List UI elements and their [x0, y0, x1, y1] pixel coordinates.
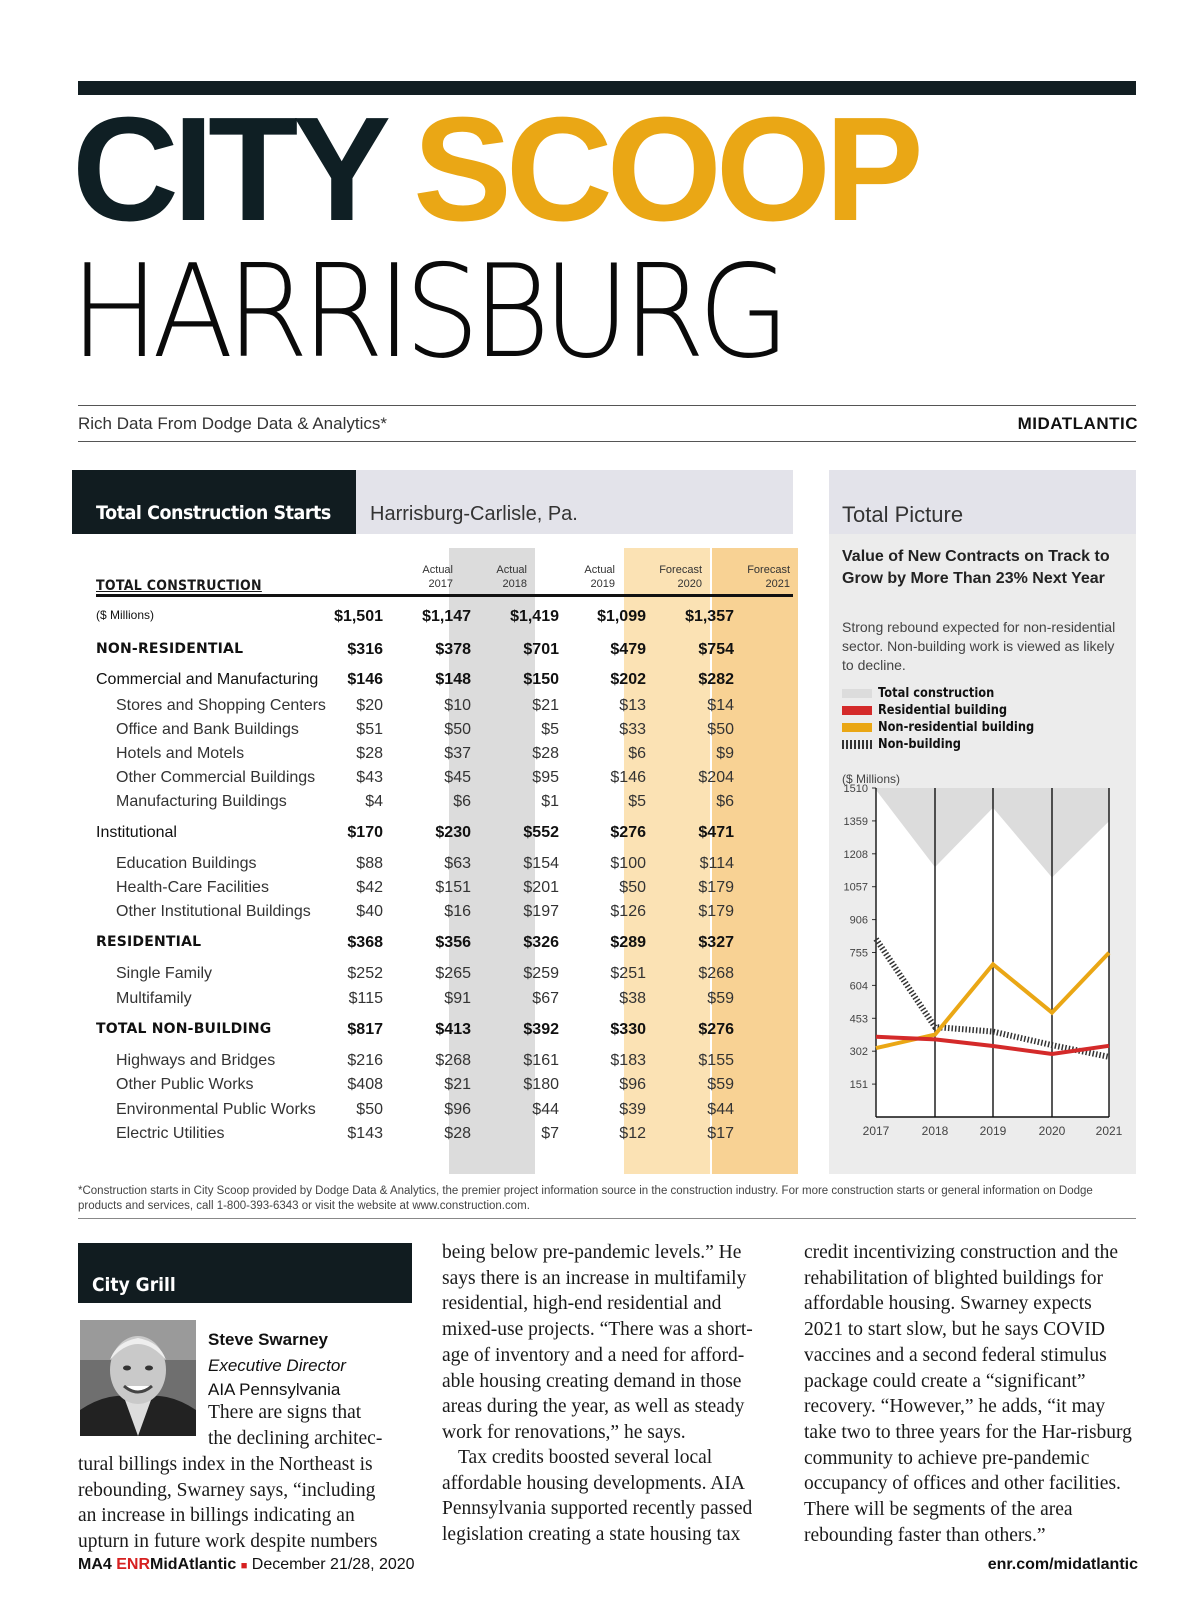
- article-lead-1: There are signs that: [208, 1402, 362, 1423]
- cell-value: $50: [444, 721, 471, 738]
- cell-value: $251: [610, 965, 646, 982]
- panel-headline: Value of New Contracts on Track to Grow by More Than 23% Next Year: [842, 548, 1110, 587]
- masthead-scoop: SCOOP: [413, 87, 918, 252]
- cell-value: $96: [444, 1101, 471, 1118]
- table-row: [96, 855, 793, 877]
- cell-value: $44: [707, 1101, 734, 1118]
- cell-value: $552: [523, 824, 559, 841]
- table-row: [96, 641, 793, 663]
- cell-value: $170: [347, 824, 383, 841]
- table-row: [96, 671, 793, 693]
- table-row: [96, 990, 793, 1012]
- table-row: [96, 608, 793, 630]
- row-label: Other Public Works: [116, 1076, 254, 1093]
- table-row: [96, 721, 793, 743]
- cell-value: $378: [435, 641, 471, 658]
- row-label: Environmental Public Works: [116, 1101, 316, 1118]
- page-number: MA4: [78, 1556, 112, 1573]
- cell-value: $179: [698, 903, 734, 920]
- divider: [78, 1218, 1136, 1219]
- cell-value: $20: [356, 697, 383, 714]
- cell-value: $7: [541, 1125, 559, 1142]
- cell-value: $154: [523, 855, 559, 872]
- cell-value: $6: [628, 745, 646, 762]
- cell-value: $259: [523, 965, 559, 982]
- cell-value: $40: [356, 903, 383, 920]
- cell-value: $282: [698, 671, 734, 688]
- divider: [78, 405, 1136, 406]
- separator-square: ■: [240, 1560, 248, 1572]
- legend-item: [842, 737, 972, 754]
- table-row: [96, 1125, 793, 1147]
- city-grill-title: City Grill: [92, 1274, 176, 1296]
- column-header-type: Actual: [422, 564, 453, 576]
- cell-value: $413: [435, 1021, 471, 1038]
- cell-value: $150: [523, 671, 559, 688]
- column-header: [712, 563, 790, 591]
- chart-units: ($ Millions): [842, 772, 901, 786]
- row-label: Other Commercial Buildings: [116, 769, 316, 786]
- row-label: ($ Millions): [96, 608, 155, 622]
- row-label: Hotels and Motels: [116, 745, 245, 762]
- table-row: [96, 745, 793, 767]
- cell-value: $146: [347, 671, 383, 688]
- cell-value: $12: [619, 1125, 646, 1142]
- cell-value: $59: [707, 990, 734, 1007]
- cell-value: $197: [523, 903, 559, 920]
- masthead-place: HARRISBURG: [70, 238, 783, 387]
- column-header-type: Actual: [496, 564, 527, 576]
- article-col3: credit incentivizing construction and the rehabilitation of blighted buildings for affordable housing. Swarney expects 2021 to start slow, but he says COVID vaccines and a second federal stimulus package could create a “significant” recovery. “However,” he adds, “it may take two to three years for the Har-risburg community to achieve pre-pandemic occupancy of offices and other facilities. There will be segments of the area rebounding faster than others.”: [804, 1242, 1132, 1546]
- column-header-year: 2018: [502, 578, 527, 590]
- cell-value: $50: [619, 879, 646, 896]
- cell-value: $44: [532, 1101, 559, 1118]
- table-location: Harrisburg-Carlisle, Pa.: [370, 503, 578, 525]
- table-row: [96, 965, 793, 987]
- y-tick-label: 302: [849, 1046, 868, 1059]
- row-label: Other Institutional Buildings: [116, 903, 311, 920]
- cell-value: $183: [610, 1052, 646, 1069]
- cell-value: $42: [356, 879, 383, 896]
- cell-value: $5: [628, 793, 646, 810]
- cell-value: $50: [707, 721, 734, 738]
- brand-enr: ENR: [116, 1556, 151, 1573]
- y-tick-label: 1359: [843, 815, 868, 828]
- cell-value: $4: [365, 793, 383, 810]
- line-chart: [829, 780, 1136, 1174]
- cell-value: $316: [347, 641, 383, 658]
- cell-value: $356: [435, 934, 471, 951]
- y-tick-label: 1057: [843, 881, 868, 894]
- cell-value: $5: [541, 721, 559, 738]
- total-construction-label: TOTAL CONSTRUCTION: [96, 578, 262, 594]
- footnote: *Construction starts in City Scoop provided by Dodge Data & Analytics, the premier project information source in the construction industry. For more construction starts or general information on Dodge products and services, call 1-800-393-6343 or visit the website at www.construction.com.: [78, 1185, 1093, 1212]
- row-label: Multifamily: [116, 990, 192, 1007]
- row-label: Education Buildings: [116, 855, 257, 872]
- column-header-type: Actual: [584, 564, 615, 576]
- legend-swatch: [842, 740, 872, 749]
- y-tick-label: 604: [849, 980, 868, 993]
- column-header-type: Forecast: [747, 564, 790, 576]
- row-label: Single Family: [116, 965, 213, 982]
- cell-value: $1,501: [334, 608, 383, 625]
- table-title: Total Construction Starts: [96, 502, 331, 524]
- cell-value: $180: [523, 1076, 559, 1093]
- cell-value: $701: [523, 641, 559, 658]
- row-label: Stores and Shopping Centers: [116, 697, 326, 714]
- table-row: [96, 1101, 793, 1123]
- cell-value: $146: [610, 769, 646, 786]
- cell-value: $115: [348, 990, 383, 1007]
- cell-value: $1: [541, 793, 559, 810]
- cell-value: $471: [698, 824, 734, 841]
- masthead-title: [72, 87, 918, 252]
- cell-value: $204: [698, 769, 734, 786]
- cell-value: $1,099: [597, 608, 646, 625]
- cell-value: $13: [619, 697, 646, 714]
- x-tick-label: 2019: [979, 1124, 1007, 1138]
- portrait-image: [80, 1320, 196, 1436]
- row-label: Office and Bank Buildings: [116, 721, 299, 738]
- divider: [78, 441, 1136, 442]
- cell-value: $38: [619, 990, 646, 1007]
- region-label: MIDATLANTIC: [1017, 414, 1138, 433]
- person-org: AIA Pennsylvania: [208, 1380, 341, 1399]
- y-tick-label: 1510: [843, 783, 868, 795]
- cell-value: $327: [698, 934, 734, 951]
- cell-value: $252: [347, 965, 383, 982]
- y-tick-label: 453: [849, 1013, 868, 1026]
- legend-label: Non-residential building: [878, 720, 1035, 735]
- cell-value: $21: [532, 697, 559, 714]
- cell-value: $143: [347, 1125, 383, 1142]
- subtitle: Rich Data From Dodge Data & Analytics*: [78, 414, 387, 433]
- column-header-year: 2021: [765, 578, 790, 590]
- cell-value: $265: [435, 965, 471, 982]
- column-header: [624, 563, 702, 591]
- masthead-city: CITY: [72, 87, 386, 252]
- cell-value: $202: [610, 671, 646, 688]
- cell-value: $1,147: [422, 608, 471, 625]
- row-label: RESIDENTIAL: [96, 934, 202, 950]
- cell-value: $479: [610, 641, 646, 658]
- cell-value: $6: [716, 793, 734, 810]
- row-label: Institutional: [96, 824, 177, 841]
- cell-value: $51: [356, 721, 383, 738]
- cell-value: $392: [523, 1021, 559, 1038]
- legend-item: [842, 703, 1025, 720]
- y-tick-label: 1208: [843, 848, 868, 861]
- cell-value: $276: [610, 824, 646, 841]
- table-rule: [96, 594, 793, 597]
- cell-value: $6: [453, 793, 471, 810]
- cell-value: $21: [444, 1076, 471, 1093]
- cell-value: $754: [698, 641, 734, 658]
- article-col1: tural billings index in the Northeast is rebounding, Swarney says, “including an increase in billings indicating an upturn in future work despite numbers: [78, 1454, 378, 1553]
- row-label: Highways and Bridges: [116, 1052, 276, 1069]
- cell-value: $17: [707, 1125, 734, 1142]
- table-row: [96, 824, 793, 846]
- legend-label: Non-building: [878, 737, 961, 752]
- row-label: Commercial and Manufacturing: [96, 671, 319, 688]
- legend-swatch: [842, 689, 872, 698]
- cell-value: $67: [532, 990, 559, 1007]
- column-header-year: 2019: [590, 578, 615, 590]
- table-row: [96, 879, 793, 901]
- legend-item: [842, 720, 1055, 737]
- cell-value: $289: [610, 934, 646, 951]
- legend-swatch: [842, 706, 872, 715]
- brand-suffix: MidAtlantic: [150, 1556, 237, 1573]
- cell-value: $28: [532, 745, 559, 762]
- cell-value: $88: [356, 855, 383, 872]
- cell-value: $161: [523, 1052, 559, 1069]
- cell-value: $37: [444, 745, 471, 762]
- table-row: [96, 903, 793, 925]
- article-col2-p2: Tax credits boosted several local affordable housing developments. AIA Pennsylvania supported recently passed legislation creating a state housing tax: [442, 1447, 753, 1546]
- person-role: Executive Director: [208, 1356, 346, 1375]
- cell-value: $59: [707, 1076, 734, 1093]
- column-header-year: 2020: [677, 578, 702, 590]
- cell-value: $230: [435, 824, 471, 841]
- column-header: [537, 563, 615, 591]
- column-header: [375, 563, 453, 591]
- cell-value: $28: [444, 1125, 471, 1142]
- table-row: [96, 769, 793, 791]
- cell-value: $155: [698, 1052, 734, 1069]
- y-tick-label: 906: [849, 914, 868, 927]
- cell-value: $216: [347, 1052, 383, 1069]
- row-label: Manufacturing Buildings: [116, 793, 287, 810]
- table-row: [96, 1076, 793, 1098]
- cell-value: $96: [619, 1076, 646, 1093]
- panel-title: Total Picture: [842, 502, 964, 527]
- cell-value: $326: [523, 934, 559, 951]
- cell-value: $10: [444, 697, 471, 714]
- table-row: [96, 934, 793, 956]
- cell-value: $43: [356, 769, 383, 786]
- cell-value: $817: [347, 1021, 383, 1038]
- cell-value: $28: [356, 745, 383, 762]
- x-tick-label: 2020: [1038, 1124, 1066, 1138]
- cell-value: $201: [523, 879, 559, 896]
- row-label: TOTAL NON-BUILDING: [96, 1021, 272, 1037]
- column-header-year: 2017: [428, 578, 453, 590]
- cell-value: $9: [716, 745, 734, 762]
- column-header-type: Forecast: [659, 564, 702, 576]
- cell-value: $151: [435, 879, 471, 896]
- cell-value: $95: [532, 769, 559, 786]
- cell-value: $1,419: [510, 608, 559, 625]
- cell-value: $45: [444, 769, 471, 786]
- cell-value: $100: [610, 855, 646, 872]
- cell-value: $368: [347, 934, 383, 951]
- row-label: NON-RESIDENTIAL: [96, 641, 244, 657]
- cell-value: $1,357: [685, 608, 734, 625]
- issue-date: December 21/28, 2020: [251, 1556, 415, 1573]
- cell-value: $148: [435, 671, 471, 688]
- cell-value: $39: [619, 1101, 646, 1118]
- cell-value: $276: [698, 1021, 734, 1038]
- cell-value: $408: [347, 1076, 383, 1093]
- table-row: [96, 793, 793, 815]
- cell-value: $91: [444, 990, 471, 1007]
- cell-value: $126: [610, 903, 646, 920]
- footer-url[interactable]: enr.com/midatlantic: [987, 1556, 1138, 1573]
- table-row: [96, 697, 793, 719]
- cell-value: $179: [698, 879, 734, 896]
- article-col2-p1: being below pre-pandemic levels.” He says there is an increase in multifamily residential, high-end residential and mixed-use projects. “There was a short-age of inventory and a need for afford-able housing creating demand in those areas during the year, as well as steady work for renovations,” he says.: [442, 1242, 753, 1443]
- legend-swatch: [842, 723, 872, 732]
- legend-item: [842, 686, 1010, 703]
- x-tick-label: 2017: [862, 1124, 890, 1138]
- row-label: Electric Utilities: [116, 1125, 225, 1142]
- legend-label: Total construction: [878, 686, 995, 701]
- row-label: Health-Care Facilities: [116, 879, 269, 896]
- y-tick-label: 755: [849, 947, 868, 960]
- cell-value: $14: [707, 697, 734, 714]
- cell-value: $268: [698, 965, 734, 982]
- page-footer: [78, 1556, 415, 1574]
- person-name: Steve Swarney: [208, 1330, 329, 1349]
- cell-value: $50: [356, 1101, 383, 1118]
- panel-description: Strong rebound expected for non-residential sector. Non-building work is viewed as likely to decline.: [842, 619, 1116, 673]
- cell-value: $16: [444, 903, 471, 920]
- legend-label: Residential building: [878, 703, 1008, 718]
- cell-value: $114: [699, 855, 734, 872]
- cell-value: $63: [444, 855, 471, 872]
- cell-value: $330: [610, 1021, 646, 1038]
- cell-value: $268: [435, 1052, 471, 1069]
- x-tick-label: 2018: [921, 1124, 949, 1138]
- y-tick-label: 151: [849, 1079, 868, 1092]
- x-tick-label: 2021: [1095, 1124, 1123, 1138]
- portrait-photo: [80, 1320, 196, 1436]
- article-lead-2: the declining architec-: [208, 1428, 383, 1449]
- table-row: [96, 1052, 793, 1074]
- cell-value: $33: [619, 721, 646, 738]
- table-row: [96, 1021, 793, 1043]
- column-header: [449, 563, 527, 591]
